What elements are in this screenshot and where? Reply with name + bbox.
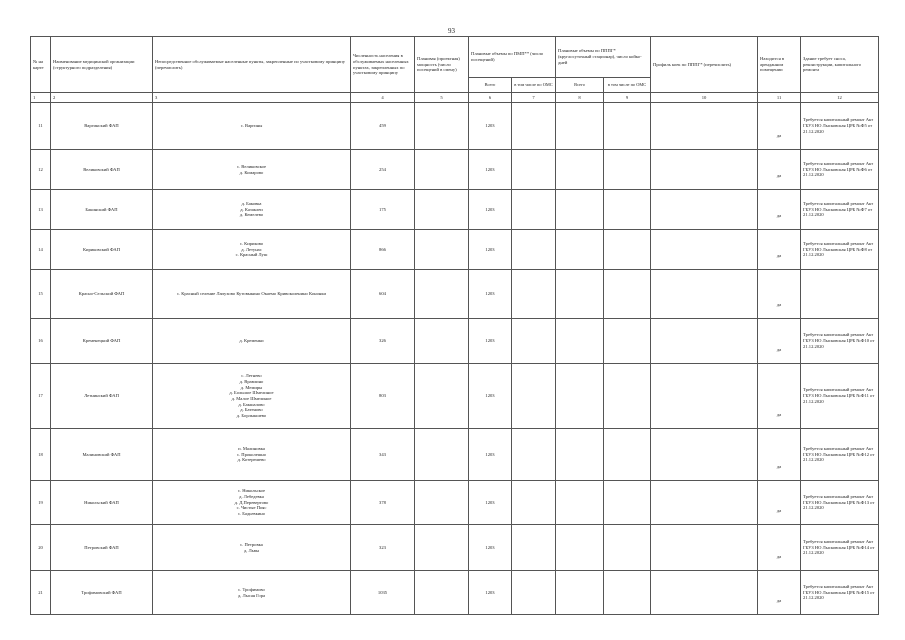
organization-name: Петровский ФАП bbox=[51, 525, 153, 571]
table-row bbox=[31, 230, 879, 270]
bed-profile-value bbox=[651, 525, 758, 571]
header-bed-profile: Профиль коек по ПППГ* (перечислить) bbox=[651, 37, 758, 93]
rented-value: да bbox=[758, 150, 801, 190]
capacity-value bbox=[415, 319, 469, 364]
visits-oms-value bbox=[512, 230, 556, 270]
capacity-value bbox=[415, 230, 469, 270]
visits-total-value: 1203 bbox=[469, 190, 512, 230]
settlement-name: с. Трофимово bbox=[238, 586, 265, 592]
table-row bbox=[31, 429, 879, 481]
settlements-cell bbox=[153, 150, 351, 190]
column-number: 1 bbox=[31, 93, 51, 103]
row-number: 21 bbox=[31, 571, 51, 615]
settlements-cell bbox=[153, 103, 351, 150]
visits-total-value: 1203 bbox=[469, 270, 512, 319]
repair-note: Требуется капитальный ремонт Акт ГБУЗ НО Лысковская ЦРБ №Ф12 от 21.12.2020 bbox=[801, 429, 879, 481]
rented-value: да bbox=[758, 364, 801, 429]
visits-total-value: 1203 bbox=[469, 571, 512, 615]
settlements-cell bbox=[153, 230, 351, 270]
settlements-cell bbox=[153, 429, 351, 481]
repair-note: Требуется капитальный ремонт Акт ГБУЗ НО Лысковская ЦРБ №Ф13 от 21.12.2020 bbox=[801, 481, 879, 525]
visits-total-value: 1203 bbox=[469, 150, 512, 190]
beds-total-value bbox=[556, 270, 604, 319]
row-number: 20 bbox=[31, 525, 51, 571]
table-row bbox=[31, 103, 879, 150]
repair-note: Требуется капитальный ремонт Акт ГБУЗ НО Лысковская ЦРБ №Ф11 от 21.12.2020 bbox=[801, 364, 879, 429]
beds-oms-value bbox=[604, 190, 651, 230]
settlements-cell bbox=[153, 364, 351, 429]
header-row bbox=[31, 37, 879, 78]
visits-oms-value bbox=[512, 571, 556, 615]
column-number: 4 bbox=[351, 93, 415, 103]
rented-value: да bbox=[758, 190, 801, 230]
settlement-name: д. Батеново bbox=[240, 407, 263, 413]
population-value: 175 bbox=[351, 190, 415, 230]
row-number: 14 bbox=[31, 230, 51, 270]
repair-note: Требуется капитальный ремонт Акт ГБУЗ НО Лысковская ЦРБ №Ф10 от 21.12.2020 bbox=[801, 319, 879, 364]
capacity-value bbox=[415, 481, 469, 525]
rented-value: да bbox=[758, 230, 801, 270]
settlement-name: с. Варгины bbox=[240, 123, 263, 129]
beds-total-value bbox=[556, 429, 604, 481]
visits-total-value: 1203 bbox=[469, 103, 512, 150]
header-map-number: № на карте bbox=[31, 37, 51, 93]
population-value: 323 bbox=[351, 525, 415, 571]
bed-profile-value bbox=[651, 230, 758, 270]
beds-total-value bbox=[556, 319, 604, 364]
rented-value: да bbox=[758, 571, 801, 615]
population-value: 343 bbox=[351, 429, 415, 481]
settlement-name: д. Кемелево bbox=[239, 212, 264, 218]
organization-name: Малиновский ФАП bbox=[51, 429, 153, 481]
visits-total-value: 1203 bbox=[469, 364, 512, 429]
column-number: 10 bbox=[651, 93, 758, 103]
settlement-name: д. Котерешево bbox=[237, 457, 266, 463]
capacity-value bbox=[415, 150, 469, 190]
beds-total-value bbox=[556, 525, 604, 571]
capacity-value bbox=[415, 429, 469, 481]
beds-oms-value bbox=[604, 103, 651, 150]
repair-note: Требуется капитальный ремонт Акт ГБУЗ НО Лысковская ЦРБ №Ф15 от 21.12.2020 bbox=[801, 571, 879, 615]
settlement-name: д. Летунас bbox=[241, 246, 262, 252]
settlement-name: с. Красный селение Лапухово Кутовыкино Окаемо Кривоколенино Кононки bbox=[176, 291, 327, 297]
settlement-name: д. Борлыкшево bbox=[236, 413, 267, 419]
header-organization: Наименование медицинской организации (структурного подразделения) bbox=[51, 37, 153, 93]
settlement-name: с. Проколешно bbox=[236, 451, 267, 457]
column-number: 6 bbox=[469, 93, 512, 103]
table-row bbox=[31, 525, 879, 571]
visits-oms-value bbox=[512, 150, 556, 190]
rented-value: да bbox=[758, 270, 801, 319]
row-number: 15 bbox=[31, 270, 51, 319]
header-rented: Находится в аренданном помещении bbox=[758, 37, 801, 93]
organization-name: Кириковский ФАП bbox=[51, 230, 153, 270]
visits-oms-value bbox=[512, 481, 556, 525]
visits-oms-value bbox=[512, 103, 556, 150]
page-number: 93 bbox=[448, 27, 455, 35]
settlements-cell bbox=[153, 190, 351, 230]
bed-profile-value bbox=[651, 364, 758, 429]
bed-profile-value bbox=[651, 103, 758, 150]
row-number: 12 bbox=[31, 150, 51, 190]
subheader-visits-oms: в том числе по ОМС bbox=[512, 78, 556, 93]
header-repair: Здание требует сноса, реконструкции, капитального ремонта bbox=[801, 37, 879, 93]
repair-note: Требуется капитальный ремонт Акт ГБУЗ НО Лысковская ЦРБ №Ф8 от 21.12.2020 bbox=[801, 230, 879, 270]
header-settlements: Непосредственное обслуживаемые населенные пункты, закрепленные по участковому принципу (перечислить) bbox=[153, 37, 351, 93]
column-number: 7 bbox=[512, 93, 556, 103]
settlement-name: д. Лысая Гора bbox=[237, 592, 266, 598]
subheader-beds-oms: в том числе по ОМС bbox=[604, 78, 651, 93]
settlement-name: с. Летнево bbox=[241, 373, 262, 379]
organization-name: Никольский ФАП bbox=[51, 481, 153, 525]
beds-oms-value bbox=[604, 364, 651, 429]
table-row bbox=[31, 270, 879, 319]
capacity-value bbox=[415, 103, 469, 150]
population-value: 459 bbox=[351, 103, 415, 150]
beds-total-value bbox=[556, 364, 604, 429]
beds-oms-value bbox=[604, 319, 651, 364]
rented-value: да bbox=[758, 525, 801, 571]
row-number: 18 bbox=[31, 429, 51, 481]
beds-oms-value bbox=[604, 270, 651, 319]
repair-note: Требуется капитальный ремонт Акт ГБУЗ НО Лысковская ЦРБ №Ф7 от 21.12.2020 bbox=[801, 190, 879, 230]
header-visits-plan: Плановые объемы по ПМП** (число посещений) bbox=[469, 37, 556, 78]
beds-total-value bbox=[556, 103, 604, 150]
settlement-name: д. Д.Перевертово bbox=[234, 499, 269, 505]
capacity-value bbox=[415, 190, 469, 230]
beds-total-value bbox=[556, 190, 604, 230]
visits-oms-value bbox=[512, 190, 556, 230]
capacity-value bbox=[415, 571, 469, 615]
header-population: Численность населения в обслуживаемых населенных пунктах, закрепленных по участковому принципу bbox=[351, 37, 415, 93]
population-value: 378 bbox=[351, 481, 415, 525]
organization-name: Варгинский ФАП bbox=[51, 103, 153, 150]
organization-name: Красно-Сельский ФАП bbox=[51, 270, 153, 319]
table-row bbox=[31, 481, 879, 525]
population-value: 803 bbox=[351, 364, 415, 429]
settlement-name: с. Кириково bbox=[239, 240, 264, 246]
settlements-cell bbox=[153, 525, 351, 571]
column-number: 9 bbox=[604, 93, 651, 103]
row-number: 16 bbox=[31, 319, 51, 364]
column-number: 5 bbox=[415, 93, 469, 103]
table-row bbox=[31, 319, 879, 364]
settlements-cell bbox=[153, 571, 351, 615]
rented-value: да bbox=[758, 103, 801, 150]
column-number: 11 bbox=[758, 93, 801, 103]
settlement-name: д. Комарово bbox=[239, 169, 264, 175]
repair-note: Требуется капитальный ремонт Акт ГБУЗ НО Лысковская ЦРБ №Ф5 от 21.12.2020 bbox=[801, 103, 879, 150]
beds-total-value bbox=[556, 571, 604, 615]
visits-total-value: 1203 bbox=[469, 429, 512, 481]
beds-total-value bbox=[556, 150, 604, 190]
population-value: 1035 bbox=[351, 571, 415, 615]
row-number: 13 bbox=[31, 190, 51, 230]
settlement-name: д. Большое Шмелиное bbox=[229, 390, 274, 396]
settlements-cell bbox=[153, 319, 351, 364]
settlement-name: д. Кременки bbox=[239, 338, 264, 344]
bed-profile-value bbox=[651, 571, 758, 615]
bed-profile-value bbox=[651, 481, 758, 525]
column-number: 2 bbox=[51, 93, 153, 103]
column-number: 8 bbox=[556, 93, 604, 103]
organization-name: Кременецкий ФАП bbox=[51, 319, 153, 364]
settlement-name: д. Львы bbox=[243, 547, 260, 553]
repair-note: Требуется капитальный ремонт Акт ГБУЗ НО Лысковская ЦРБ №Ф6 от 21.12.2020 bbox=[801, 150, 879, 190]
beds-oms-value bbox=[604, 571, 651, 615]
capacity-value bbox=[415, 364, 469, 429]
column-number-row bbox=[31, 93, 879, 103]
population-value: 326 bbox=[351, 319, 415, 364]
bed-profile-value bbox=[651, 190, 758, 230]
visits-oms-value bbox=[512, 364, 556, 429]
row-number: 19 bbox=[31, 481, 51, 525]
rented-value: да bbox=[758, 481, 801, 525]
beds-total-value bbox=[556, 481, 604, 525]
table-row bbox=[31, 150, 879, 190]
beds-oms-value bbox=[604, 150, 651, 190]
visits-total-value: 1203 bbox=[469, 319, 512, 364]
rented-value: да bbox=[758, 319, 801, 364]
table-body bbox=[31, 103, 879, 615]
visits-total-value: 1203 bbox=[469, 230, 512, 270]
settlement-name: с. Красный Луш bbox=[235, 252, 268, 258]
repair-note: Требуется капитальный ремонт Акт ГБУЗ НО Лысковская ЦРБ №Ф14 от 21.12.2020 bbox=[801, 525, 879, 571]
settlement-name: д. Вравлино bbox=[239, 378, 264, 384]
bed-profile-value bbox=[651, 150, 758, 190]
capacity-value bbox=[415, 525, 469, 571]
column-number: 12 bbox=[801, 93, 879, 103]
column-number: 3 bbox=[153, 93, 351, 103]
settlement-name: с. Никольское bbox=[237, 488, 266, 494]
rented-value: да bbox=[758, 429, 801, 481]
settlement-name: с. Петровка bbox=[240, 541, 263, 547]
beds-oms-value bbox=[604, 429, 651, 481]
subheader-visits-total: Всего bbox=[469, 78, 512, 93]
visits-total-value: 1203 bbox=[469, 525, 512, 571]
beds-oms-value bbox=[604, 230, 651, 270]
settlement-name: д. Казаклеи bbox=[240, 206, 263, 212]
population-value: 604 bbox=[351, 270, 415, 319]
organization-name: Бакинский ФАП bbox=[51, 190, 153, 230]
table-row bbox=[31, 571, 879, 615]
settlement-name: д. Мемиры bbox=[240, 384, 263, 390]
population-value: 254 bbox=[351, 150, 415, 190]
visits-oms-value bbox=[512, 525, 556, 571]
visits-oms-value bbox=[512, 429, 556, 481]
organization-name: Великовский ФАП bbox=[51, 150, 153, 190]
table-row bbox=[31, 190, 879, 230]
settlement-name: п. Малиновка bbox=[238, 445, 265, 451]
capacity-value bbox=[415, 270, 469, 319]
header-bed-days-plan: Плановые объемы по ПППГ* (круглосуточный стационар), число койко-дней bbox=[556, 37, 651, 78]
organization-name: Трофимовский ФАП bbox=[51, 571, 153, 615]
settlement-name: д. Баковка bbox=[241, 200, 262, 206]
settlement-name: с. Чистые Пояс bbox=[236, 505, 267, 511]
visits-total-value: 1203 bbox=[469, 481, 512, 525]
table-row bbox=[31, 364, 879, 429]
settlement-name: с. Великовское bbox=[236, 163, 267, 169]
settlements-cell bbox=[153, 270, 351, 319]
subheader-beds-total: Всего bbox=[556, 78, 604, 93]
beds-oms-value bbox=[604, 525, 651, 571]
bed-profile-value bbox=[651, 429, 758, 481]
bed-profile-value bbox=[651, 270, 758, 319]
header-capacity: Плановая (проектная) мощность (число посещений в смену) bbox=[415, 37, 469, 93]
bed-profile-value bbox=[651, 319, 758, 364]
settlement-name: д. Бакшалово bbox=[238, 401, 265, 407]
facilities-table bbox=[30, 36, 879, 615]
row-number: 11 bbox=[31, 103, 51, 150]
organization-name: Летнинский ФАП bbox=[51, 364, 153, 429]
settlement-name: с. Бадьевкино bbox=[237, 511, 266, 517]
settlements-cell bbox=[153, 481, 351, 525]
beds-total-value bbox=[556, 230, 604, 270]
visits-oms-value bbox=[512, 319, 556, 364]
settlement-name: д. Малое Шмелиное bbox=[231, 396, 272, 401]
row-number: 17 bbox=[31, 364, 51, 429]
repair-note bbox=[801, 270, 879, 319]
population-value: 866 bbox=[351, 230, 415, 270]
settlement-name: д. Лебедевка bbox=[239, 493, 264, 499]
beds-oms-value bbox=[604, 481, 651, 525]
visits-oms-value bbox=[512, 270, 556, 319]
